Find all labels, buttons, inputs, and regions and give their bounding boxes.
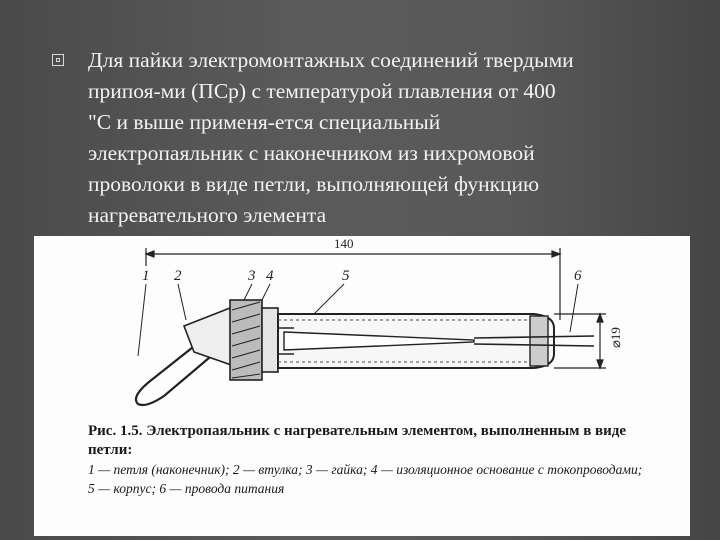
caption-description: 1 — петля (наконечник); 2 — втулка; 3 — гайка; 4 — изоляционное основание с токопроводами; 5 — корпус; 6 — провода питания — [88, 462, 643, 496]
part-label: 3 — [248, 268, 256, 284]
text-line: электропаяльник с наконечником из нихромовой — [88, 141, 535, 165]
bullet-text — [88, 45, 688, 231]
text-line: проволоки в виде петли, выполняющей функцию — [88, 172, 540, 196]
figure-caption — [88, 422, 648, 498]
soldering-iron-figure — [34, 236, 690, 536]
caption-title: Рис. 1.5. Электропаяльник с нагревательным элементом, выполненным в виде петли: — [88, 423, 627, 458]
dimension-diameter-label: ⌀19 — [608, 327, 623, 348]
part-label: 6 — [574, 268, 582, 284]
text-line: припоя-ми (ПСр) с температурой плавления от 400 — [88, 79, 556, 103]
bullet-icon — [52, 54, 64, 66]
dimension-length-label: 140 — [334, 236, 354, 251]
part-label: 5 — [342, 268, 350, 284]
text-line: нагревательного элемента — [88, 203, 327, 227]
part-label: 4 — [266, 268, 274, 284]
text-line: "С и выше применя-ется специальный — [88, 110, 441, 134]
part-label: 2 — [174, 268, 182, 284]
part-label: 1 — [142, 268, 150, 284]
text-line: Для пайки электромонтажных соединений твердыми — [88, 48, 574, 72]
